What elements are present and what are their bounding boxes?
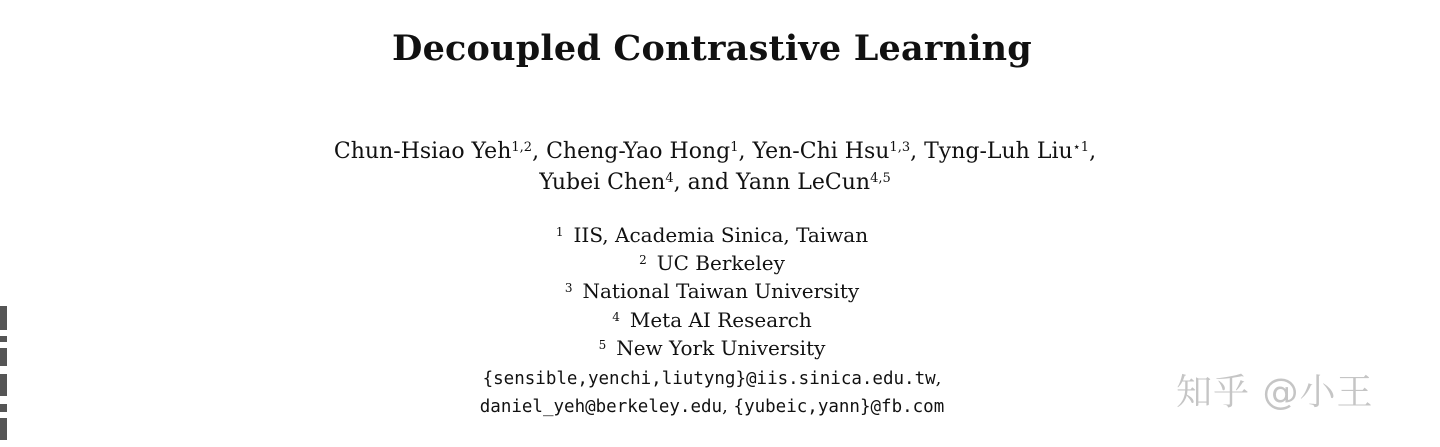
author: Yann LeCun$^{4,5}$ <box>736 170 891 195</box>
affiliation: $^1$ IIS, Academia Sinica, Taiwan <box>555 223 869 247</box>
author: Yubei Chen$^4$ <box>539 170 674 195</box>
author-list <box>0 136 1430 198</box>
affiliation: $^5$ New York University <box>598 335 826 360</box>
paper-title: Decoupled Contrastive Learning <box>392 28 1032 69</box>
author: Tyng-Luh Liu$^{⋆1}$ <box>924 139 1090 164</box>
author-line-2: Yubei Chen$^4$, and Yann LeCun$^{4,5}$ <box>539 170 891 195</box>
email: daniel_yeh@berkeley.edu <box>479 397 723 417</box>
affiliation: $^3$ National Taiwan University <box>564 279 860 304</box>
affiliation: $^2$ UC Berkeley <box>639 251 785 276</box>
affiliation-list <box>0 221 1424 362</box>
email-line-2: daniel_yeh@berkeley.edu, {yubeic,yann}@fb.com <box>479 396 945 417</box>
author-line-1: Chun-Hsiao Yeh$^{1,2}$, Cheng-Yao Hong$^1$, Yen-Chi Hsu$^{1,3}$, Tyng-Luh Liu$^{⋆1}$, <box>333 139 1097 164</box>
email: {sensible,yenchi,liutyng}@iis.sinica.edu.tw <box>482 369 936 389</box>
email: {yubeic,yann}@fb.com <box>733 397 945 417</box>
affiliation: $^4$ Meta AI Research <box>612 307 812 332</box>
author: Cheng-Yao Hong$^1$ <box>546 139 739 164</box>
author: Yen-Chi Hsu$^{1,3}$ <box>752 139 911 164</box>
watermark: 知乎 @小王 <box>1176 372 1374 413</box>
email-line-1: {sensible,yenchi,liutyng}@iis.sinica.edu.tw, <box>482 368 942 389</box>
author: Chun-Hsiao Yeh$^{1,2}$ <box>333 139 533 164</box>
arxiv-margin-stamp <box>0 306 9 447</box>
